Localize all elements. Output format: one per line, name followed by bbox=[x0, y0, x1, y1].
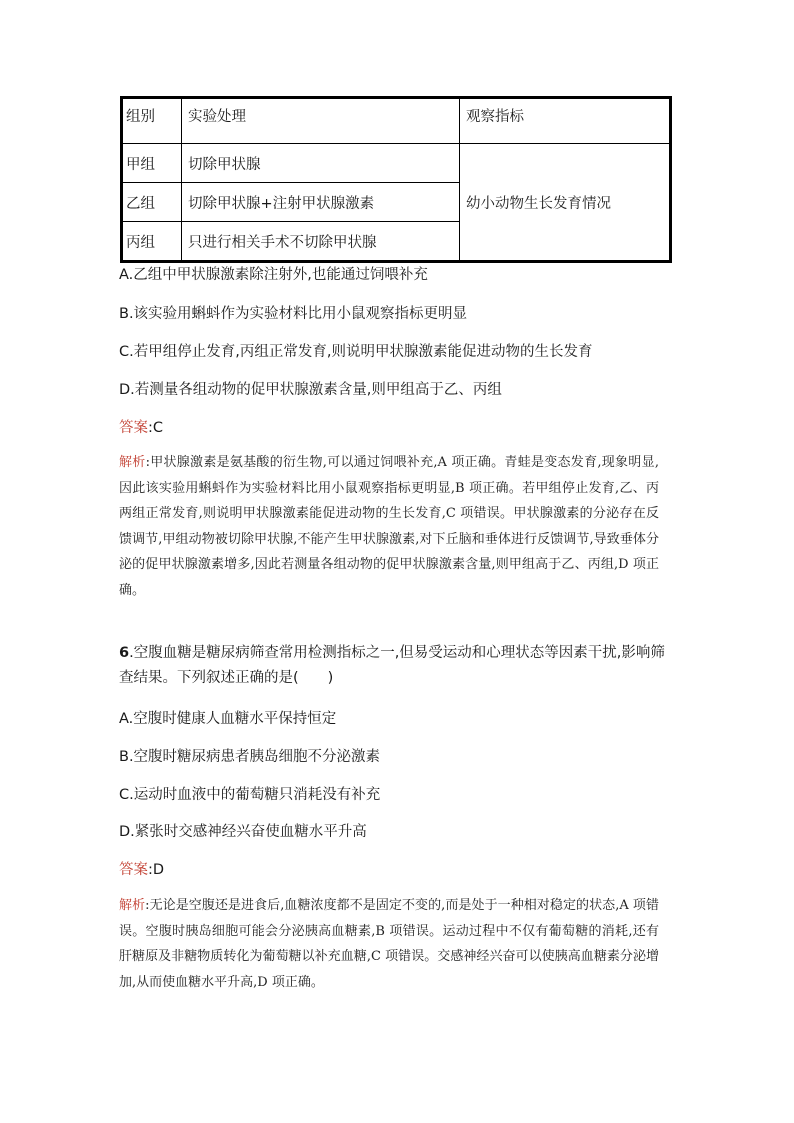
q6-answer-label: 答案 bbox=[119, 862, 148, 878]
row-group: 甲组 bbox=[122, 144, 182, 183]
q6-stem-text: .空腹血糖是糖尿病筛查常用检测指标之一,但易受运动和心理状态等因素干扰,影响筛查结果。下列叙述正确的是( ) bbox=[119, 645, 665, 686]
q6-explanation-label: 解析 bbox=[119, 898, 146, 913]
q6-option-d: D.紧张时交感神经兴奋使血糖水平升高 bbox=[119, 824, 367, 840]
q5-answer bbox=[119, 416, 163, 437]
header-group: 组别 bbox=[122, 98, 182, 144]
q5-explanation bbox=[119, 450, 659, 603]
observation-cell: 幼小动物生长发育情况 bbox=[460, 144, 671, 262]
q5-option-a: A.乙组中甲状腺激素除注射外,也能通过饲喂补充 bbox=[119, 267, 428, 283]
row-treatment: 切除甲状腺 bbox=[182, 144, 460, 183]
q5-answer-value: :C bbox=[148, 420, 164, 436]
row-treatment: 切除甲状腺+注射甲状腺激素 bbox=[182, 183, 460, 222]
q6-option-c: C.运动时血液中的葡萄糖只消耗没有补充 bbox=[119, 787, 381, 803]
q6-stem bbox=[119, 641, 667, 691]
header-observation: 观察指标 bbox=[460, 98, 671, 144]
table-header-row bbox=[122, 98, 671, 144]
q5-option-b: B.该实验用蝌蚪作为实验材料比用小鼠观察指标更明显 bbox=[119, 306, 468, 322]
table-row bbox=[122, 144, 671, 183]
q5-answer-label: 答案 bbox=[119, 420, 148, 436]
q6-option-a: A.空腹时健康人血糖水平保持恒定 bbox=[119, 711, 337, 727]
row-group: 丙组 bbox=[122, 222, 182, 262]
q6-answer-value: :D bbox=[148, 862, 165, 878]
q5-option-c: C.若甲组停止发育,丙组正常发育,则说明甲状腺激素能促进动物的生长发育 bbox=[119, 344, 593, 360]
row-treatment: 只进行相关手术不切除甲状腺 bbox=[182, 222, 460, 262]
q5-explanation-label: 解析 bbox=[119, 455, 146, 470]
q5-option-d: D.若测量各组动物的促甲状腺激素含量,则甲组高于乙、丙组 bbox=[119, 382, 502, 398]
q6-answer bbox=[119, 858, 164, 879]
q5-explanation-text: :甲状腺激素是氨基酸的衍生物,可以通过饲喂补充,A 项正确。青蛙是变态发育,现象明显,因此该实验用蝌蚪作为实验材料比用小鼠观察指标更明显,B 项正确。若甲组停止发育,乙、丙两组正常发育,则说明甲状腺激素能促进动物的生长发育,C 项错误。甲状腺激素的分泌存在反馈调节,甲组动物被切除甲状腺,不能产生甲状腺激素,对下丘脑和垂体进行反馈调节,导致垂体分泌的促甲状腺激素增多,因此若测量各组动物的促甲状腺激素含量,则甲组高于乙、丙组,D 项正确。 bbox=[119, 455, 659, 598]
q6-option-b: B.空腹时糖尿病患者胰岛细胞不分泌激素 bbox=[119, 749, 381, 765]
experiment-table bbox=[120, 96, 672, 263]
q6-number: 6 bbox=[119, 645, 130, 661]
q6-explanation-text: :无论是空腹还是进食后,血糖浓度都不是固定不变的,而是处于一种相对稳定的状态,A 项错误。空腹时胰岛细胞可能会分泌胰高血糖素,B 项错误。运动过程中不仅有葡萄糖的消耗,还有肝糖原及非糖物质转化为葡萄糖以补充血糖,C 项错误。交感神经兴奋可以使胰高血糖素分泌增加,从而使血糖水平升高,D 项正确。 bbox=[119, 898, 659, 990]
row-group: 乙组 bbox=[122, 183, 182, 222]
header-treatment: 实验处理 bbox=[182, 98, 460, 144]
q6-explanation bbox=[119, 893, 659, 995]
